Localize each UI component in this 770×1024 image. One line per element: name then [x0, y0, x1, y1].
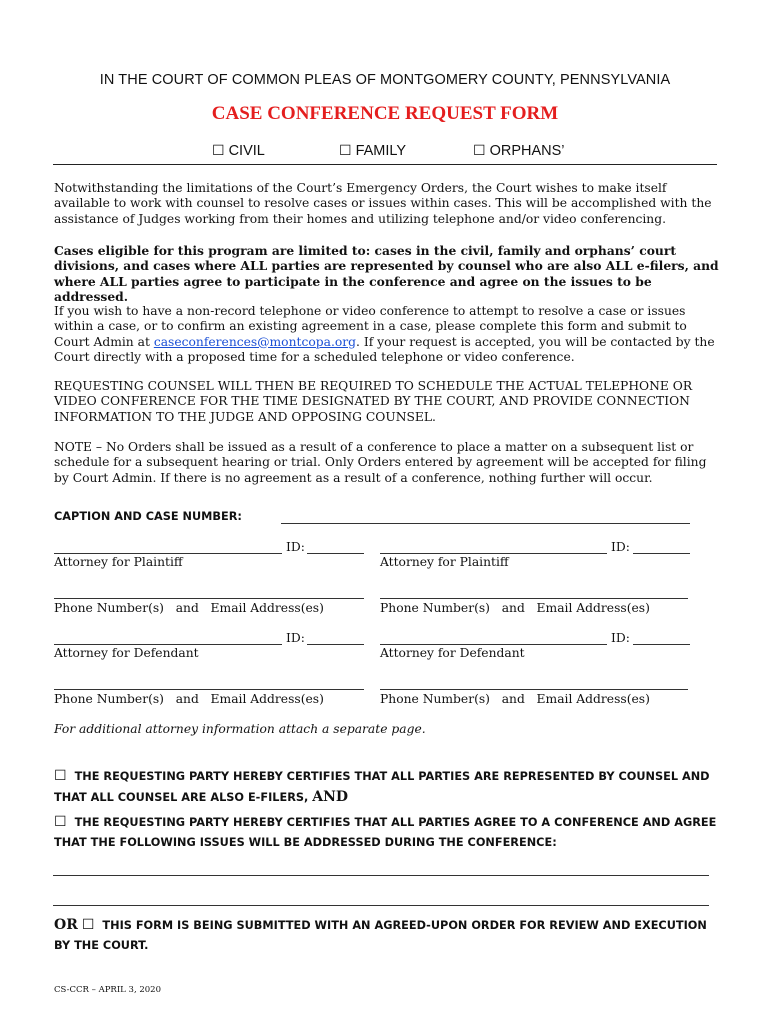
or-label: OR	[54, 917, 78, 933]
checkbox-icon[interactable]: ☐	[54, 768, 67, 784]
checkbox-icon[interactable]: ☐	[339, 143, 352, 159]
id-label: ID:	[611, 631, 630, 645]
defendant-id-line-right[interactable]	[633, 644, 690, 645]
certification-agreed-order-text: THIS FORM IS BEING SUBMITTED WITH AN AGREED-UPON ORDER FOR REVIEW AND EXECUTION BY THE COURT.	[54, 919, 707, 952]
id-label: ID:	[611, 540, 630, 554]
plaintiff-label-right: Attorney for Plaintiff	[380, 555, 509, 569]
defendant-label-right: Attorney for Defendant	[380, 646, 525, 660]
defendant-attorney-line-right[interactable]	[380, 644, 607, 645]
certification-agreed-order	[54, 915, 719, 956]
certification-agreement-text: THE REQUESTING PARTY HEREBY CERTIFIES THAT ALL PARTIES AGREE TO A CONFERENCE AND AGREE THAT THE FOLLOWING ISSUES WILL BE ADDRESSED DURING THE CONFERENCE:	[54, 816, 717, 849]
plaintiff-attorney-line-right[interactable]	[380, 553, 607, 554]
defendant-label-left: Attorney for Defendant	[54, 646, 199, 660]
phone-email-label-right: Phone Number(s) and Email Address(es)	[380, 692, 650, 706]
issues-line-1[interactable]	[53, 875, 709, 876]
phone-email-label-left: Phone Number(s) and Email Address(es)	[54, 601, 324, 615]
email-link[interactable]: caseconferences@montcopa.org	[153, 334, 357, 349]
division-civil-label: CIVIL	[228, 143, 265, 159]
division-orphans-label: ORPHANS’	[489, 143, 565, 159]
plaintiff-contact-line-right[interactable]	[380, 598, 688, 599]
form-code-footer: CS-CCR – APRIL 3, 2020	[54, 985, 161, 995]
certification-representation-text: THE REQUESTING PARTY HEREBY CERTIFIES THAT ALL PARTIES ARE REPRESENTED BY COUNSEL AND THAT ALL COUNSEL ARE ALSO E-FILERS,	[54, 770, 710, 804]
division-orphans[interactable]	[473, 143, 565, 159]
plaintiff-id-line-left[interactable]	[307, 553, 364, 554]
division-family[interactable]	[339, 143, 406, 159]
defendant-contact-line-right[interactable]	[380, 689, 688, 690]
request-paragraph	[54, 304, 719, 365]
plaintiff-attorney-line-left[interactable]	[54, 553, 282, 554]
header-divider	[53, 164, 717, 165]
checkbox-icon[interactable]: ☐	[473, 143, 486, 159]
caption-input-line[interactable]	[281, 523, 690, 524]
certification-representation	[54, 766, 719, 808]
plaintiff-id-line-right[interactable]	[633, 553, 690, 554]
phone-email-label-left: Phone Number(s) and Email Address(es)	[54, 692, 324, 706]
phone-email-label-right: Phone Number(s) and Email Address(es)	[380, 601, 650, 615]
plaintiff-contact-line-left[interactable]	[54, 598, 364, 599]
intro-paragraph: Notwithstanding the limitations of the Court’s Emergency Orders, the Court wishes to make itself available to work with counsel to resolve cases or issues within cases. This will be accomplished with the assistance of Judges working from their homes and utilizing telephone and/or video conferencing.	[54, 181, 712, 226]
checkbox-icon[interactable]: ☐	[81, 917, 95, 933]
division-civil[interactable]	[212, 143, 265, 159]
eligibility-paragraph: Cases eligible for this program are limited to: cases in the civil, family and orphans’ court divisions, and cases where ALL parties are represented by counsel who are also ALL e-filers, and where ALL parties agree to participate in the conference and agree on the issues to be addressed.	[54, 243, 719, 304]
id-label: ID:	[286, 540, 305, 554]
form-title: CASE CONFERENCE REQUEST FORM	[211, 103, 559, 124]
defendant-attorney-line-left[interactable]	[54, 644, 282, 645]
and-label: AND	[312, 789, 349, 805]
defendant-contact-line-left[interactable]	[54, 689, 364, 690]
request-text-1: If you wish to have a non-record telephone or video conference to attempt to resolve a case or issues within a case, or to confirm an existing agreement in a case, please complete this form and submit to Court Admin at	[54, 304, 687, 349]
court-title: IN THE COURT OF COMMON PLEAS OF MONTGOMERY COUNTY, PENNSYLVANIA	[99, 72, 671, 88]
id-label: ID:	[286, 631, 305, 645]
note-paragraph: NOTE – No Orders shall be issued as a result of a conference to place a matter on a subsequent list or schedule for a subsequent hearing or trial. Only Orders entered by agreement will be accepted for filing by Court Admin. If there is no agreement as a result of a conference, nothing further will occur.	[54, 440, 707, 485]
checkbox-icon[interactable]: ☐	[54, 814, 67, 830]
defendant-id-line-left[interactable]	[307, 644, 364, 645]
plaintiff-label-left: Attorney for Plaintiff	[54, 555, 183, 569]
checkbox-icon[interactable]: ☐	[212, 143, 225, 159]
requirement-paragraph: REQUESTING COUNSEL WILL THEN BE REQUIRED TO SCHEDULE THE ACTUAL TELEPHONE OR VIDEO CONFERENCE FOR THE TIME DESIGNATED BY THE COURT, AND PROVIDE CONNECTION INFORMATION TO THE JUDGE AND OPPOSING COUNSEL.	[54, 379, 693, 424]
division-checkboxes	[0, 143, 770, 163]
division-family-label: FAMILY	[355, 143, 407, 159]
additional-info-note: For additional attorney information attach a separate page.	[54, 722, 426, 736]
caption-label: CAPTION AND CASE NUMBER:	[54, 510, 242, 523]
issues-line-2[interactable]	[53, 905, 709, 906]
certification-agreement	[54, 812, 719, 853]
request-text-2: . If your request is accepted, you will be contacted by the Court directly with a proposed time for a scheduled telephone or video conference.	[54, 334, 715, 364]
